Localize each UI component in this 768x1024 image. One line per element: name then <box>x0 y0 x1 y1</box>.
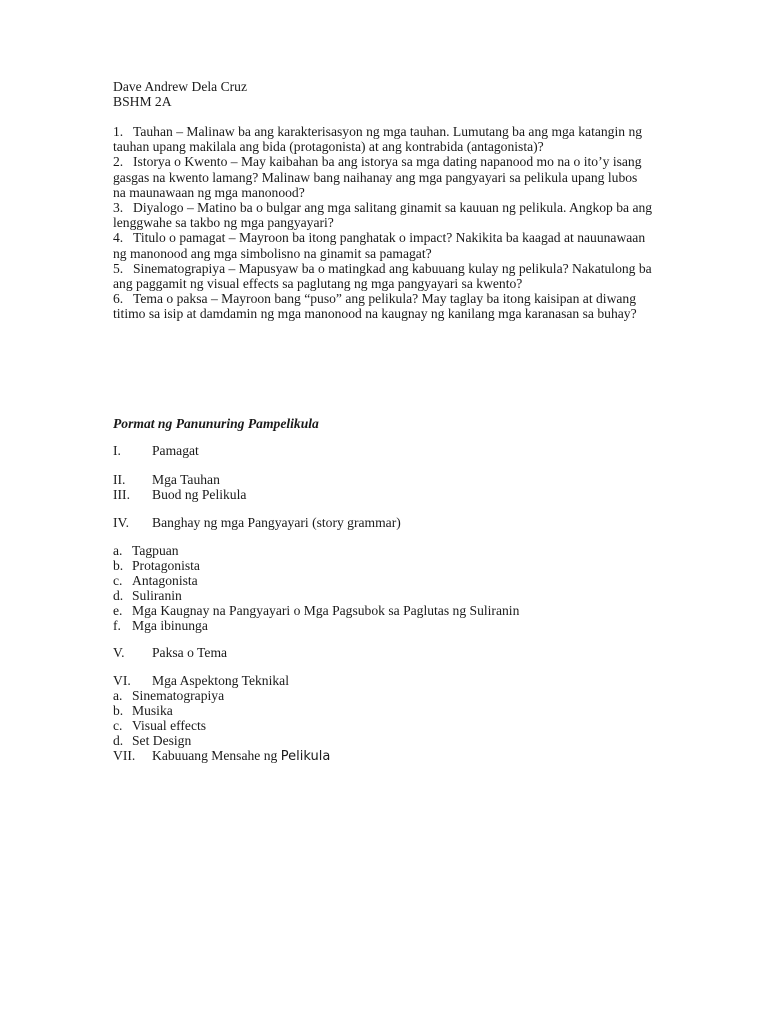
document-header <box>113 79 247 109</box>
format-item-vi: VI. Mga Aspektong Teknikal <box>113 673 289 688</box>
format-subitem: c. Antagonista <box>113 573 198 588</box>
format-item-iii: III. Buod ng Pelikula <box>113 487 247 502</box>
format-item-ii: II. Mga Tauhan <box>113 472 220 487</box>
format-subitem: d. Set Design <box>113 733 192 748</box>
criteria-item: 3. Diyalogo – Matino ba o bulgar ang mga salitang ginamit sa kauuan ng pelikula. Angkop ba ang lenggwahe sa takbo ng mga pangyayari? <box>113 200 653 231</box>
format-item-iv: IV. Banghay ng mga Pangyayari (story grammar) <box>113 515 401 530</box>
student-name: Dave Andrew Dela Cruz <box>113 79 247 94</box>
criteria-item: 4. Titulo o pamagat – Mayroon ba itong panghatak o impact? Nakikita ba kaagad at nauunawaan ng manonood ang mga simbolisno na ginamit sa pamagat? <box>113 230 646 261</box>
format-item-i: I. Pamagat <box>113 443 199 458</box>
student-section: BSHM 2A <box>113 94 172 109</box>
format-item-vii: VII. Kabuuang Mensahe ng Pelikula <box>113 748 331 764</box>
criteria-item: 2. Istorya o Kwento – May kaibahan ba ang istorya sa mga dating napanood mo na o ito’y isang gasgas na kwento lamang? Malinaw bang naihanay ang mga pangyayari sa pelikula upang lubos na maunawaan ng mga manonood? <box>113 154 642 200</box>
format-subitem: f. Mga ibinunga <box>113 618 208 633</box>
criteria-list <box>113 124 653 322</box>
format-subitem: a. Tagpuan <box>113 543 179 558</box>
criteria-item: 1. Tauhan – Malinaw ba ang karakterisasyon ng mga tauhan. Lumutang ba ang mga katangin ng tauhan upang makilala ang bida (protagonista) at ang kontrabida (antagonista)? <box>113 124 643 155</box>
format-title: Pormat ng Panunuring Pampelikula <box>113 416 319 431</box>
format-subitem: e. Mga Kaugnay na Pangyayari o Mga Pagsubok sa Paglutas ng Suliranin <box>113 603 520 618</box>
format-subitem: b. Musika <box>113 703 173 718</box>
criteria-item: 5. Sinematograpiya – Mapusyaw ba o matingkad ang kabuuang kulay ng pelikula? Nakatulong ba ang paggamit ng visual effects sa paglutang ng mga pangyayari sa kwento? <box>113 260 652 292</box>
criteria-item: 6. Tema o paksa – Mayroon bang “puso” ang pelikula? May taglay ba itong kaisipan at diwang titimo sa isip at damdamin ng mga manonood na kaugnay ng kanilang mga karanasan sa buhay? <box>113 291 637 322</box>
format-subitem: a. Sinematograpiya <box>113 688 225 703</box>
format-subitem: b. Protagonista <box>113 558 200 573</box>
format-item-v: V. Paksa o Tema <box>113 645 228 660</box>
format-subitem: d. Suliranin <box>113 588 182 603</box>
format-subitem: c. Visual effects <box>113 718 207 733</box>
